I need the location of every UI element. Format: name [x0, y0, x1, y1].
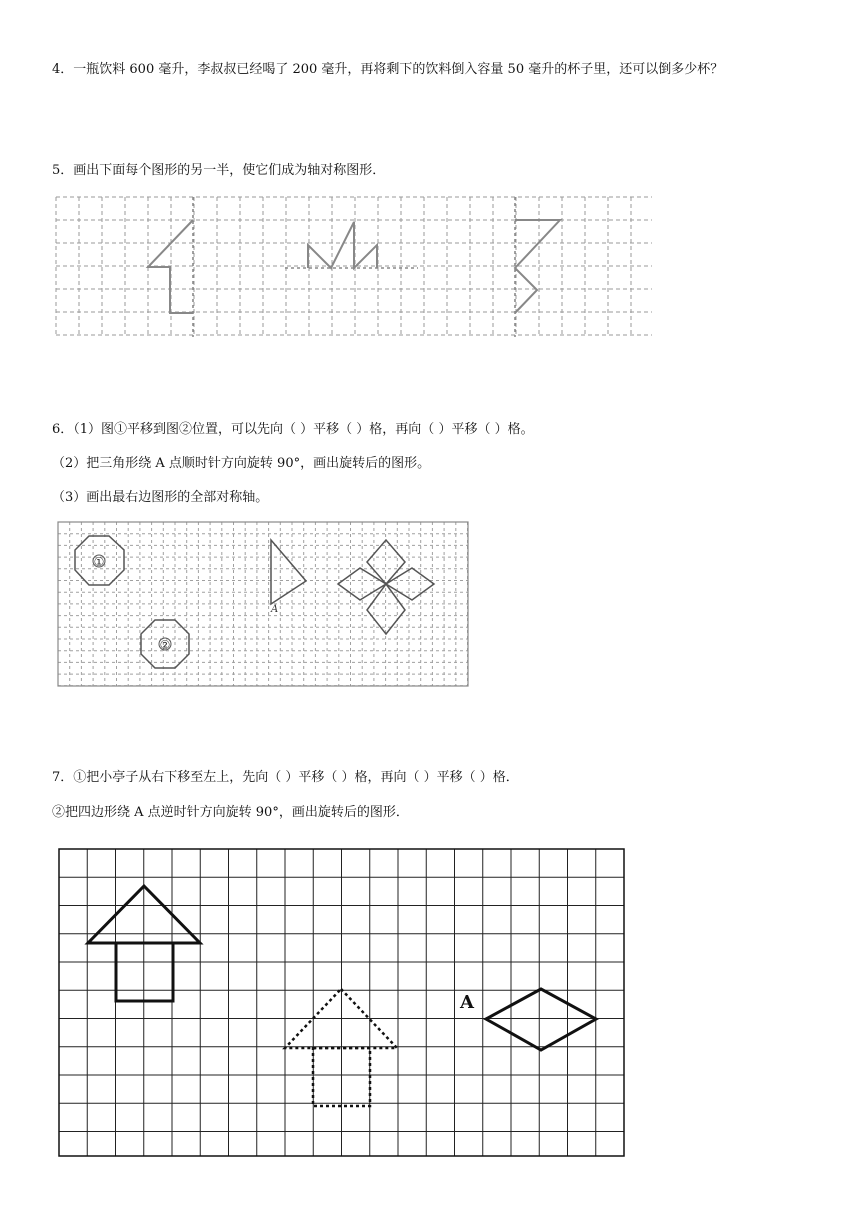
pavilion-roof	[88, 886, 200, 943]
question-7-line-2: ②把四边形绕 A 点逆时针方向旋转 90°，画出旋转后的图形．	[52, 805, 409, 820]
question-5-text: 5．画出下面每个图形的另一半，使它们成为轴对称图形．	[52, 163, 386, 178]
question-6-line-3: （3）画出最右边图形的全部对称轴。	[52, 490, 269, 505]
pavilion-body	[116, 943, 173, 1001]
label-shape-1: ①	[93, 555, 105, 569]
label-shape-2: ②	[159, 638, 171, 652]
quadrilateral-rhombus	[486, 989, 596, 1050]
q5-half-shape-3	[515, 220, 560, 313]
q5-half-shape-2	[308, 222, 377, 268]
question-4-text: 4．一瓶饮料 600 毫升，李叔叔已经喝了 200 毫升，再将剩下的饮料倒入容量 50 毫升的杯子里，还可以倒多少杯？	[52, 62, 724, 77]
label-point-a-q7: A	[460, 992, 474, 1013]
octagon-2	[141, 620, 189, 668]
flower-figure	[338, 540, 434, 634]
triangle-abc	[271, 540, 306, 604]
dotted-pavilion-body	[313, 1048, 370, 1106]
question-6-line-2: （2）把三角形绕 A 点顺时针方向旋转 90°，画出旋转后的图形。	[52, 456, 431, 471]
question-7-line-1: 7．①把小亭子从右下移至左上，先向（ ）平移（ ）格，再向（ ）平移（ ）格．	[52, 770, 519, 785]
dotted-pavilion-roof	[285, 989, 397, 1048]
label-point-a-q6: A	[271, 604, 279, 615]
octagon-1	[75, 536, 124, 585]
q5-half-shape-1	[148, 220, 193, 313]
question-6-line-1: 6．（1）图①平移到图②位置，可以先向（ ）平移（ ）格，再向（ ）平移（ ）格。	[52, 422, 534, 437]
